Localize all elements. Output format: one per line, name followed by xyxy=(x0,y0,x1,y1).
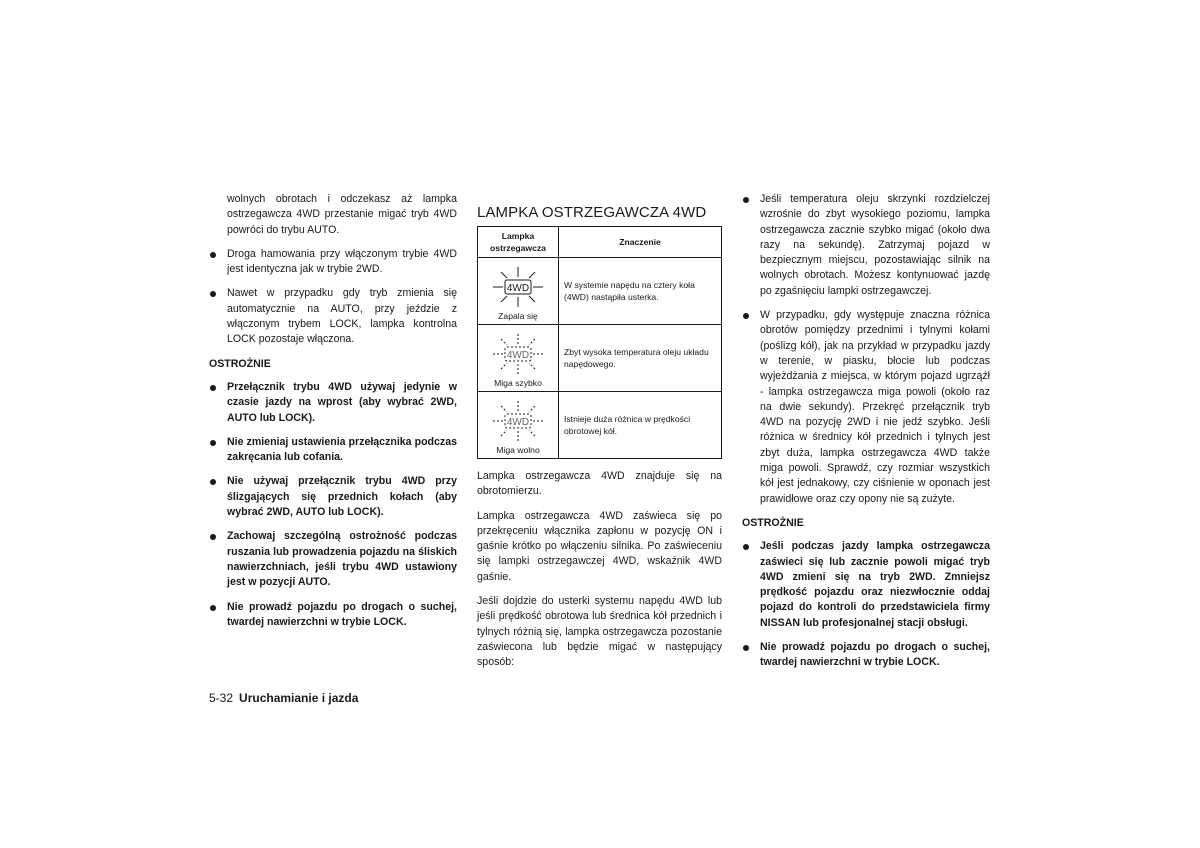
list-item-text: Jeśli temperatura oleju skrzynki rozdzielczej wzrośnie do zbyt wysokiego poziomu, lampka ostrzegawcza zacznie szybko migać (około dwa razy na sekundę). Zatrzymaj pojazd w bezpiecznym miejscu, pozostawiając silnik na wolnych obrotach. Możesz kontynuować jazdę po zgaśnięciu lampki ostrzegawczej. xyxy=(760,193,990,297)
table-row xyxy=(478,392,722,459)
left-column xyxy=(209,192,457,639)
4wd-lamp-slow-blink-icon xyxy=(489,400,547,442)
body-paragraph: Lampka ostrzegawcza 4WD znajduje się na obrotomierzu. xyxy=(477,470,722,498)
lamp-icon-label: 4WD xyxy=(506,283,530,294)
section-title: LAMPKA OSTRZEGAWCZA 4WD xyxy=(477,204,707,221)
bullet-icon xyxy=(743,645,749,651)
list-item xyxy=(209,435,457,466)
lamp-caption: Zapala się xyxy=(498,311,538,321)
lamp-caption: Miga wolno xyxy=(496,445,540,455)
meaning-cell: Zbyt wysoka temperatura oleju układu napędowego. xyxy=(559,325,722,392)
list-item xyxy=(209,529,457,590)
meaning-cell: Istnieje duża różnica w prędkości obrotowej kół. xyxy=(559,392,722,459)
list-item xyxy=(209,286,457,347)
list-item xyxy=(209,247,457,278)
bullet-icon xyxy=(210,605,216,611)
body-paragraph: Lampka ostrzegawcza 4WD zaświeca się po przekręceniu włącznika zapłonu w pozycję ON i gaśnie krótko po włączeniu silnika. Po zaświeceniu się lampki ostrzegawczej 4WD, wskaźnik 4WD gaśnie. xyxy=(477,509,722,583)
list-item-text: Jeśli podczas jazdy lampka ostrzegawcza zaświeci się lub zacznie powoli migać tryb 4WD zmieni się na tryb 2WD. Zmniejsz prędkość pojazdu oraz niezwłocznie oddaj pojazd do kontroli do przedstawiciela firmy NISSAN lub profesjonalnej stacji obsługi. xyxy=(760,540,990,629)
bullet-icon xyxy=(743,197,749,203)
caution-bullet-list xyxy=(742,539,990,670)
header-meaning: Znaczenie xyxy=(559,227,722,258)
table-header-row xyxy=(478,227,722,258)
page-number: 5-32 xyxy=(209,691,234,705)
lamp-icon-label: 4WD xyxy=(506,417,530,428)
middle-column xyxy=(477,192,722,680)
list-item-text: Droga hamowania przy włączonym trybie 4WD jest identyczna jak w trybie 2WD. xyxy=(227,247,457,276)
list-item-text: Nie prowadź pojazdu po drogach o suchej, twardej nawierzchni w trybie LOCK. xyxy=(227,600,457,628)
bullet-icon xyxy=(210,385,216,391)
list-item-text: Nie zmieniaj ustawienia przełącznika podczas zakręcania lub cofania. xyxy=(227,435,457,464)
list-item xyxy=(209,474,457,520)
bullet-icon xyxy=(743,544,749,550)
header-lamp: Lampka ostrzegawcza xyxy=(478,227,559,258)
section-name: Uruchamianie i jazda xyxy=(239,691,359,705)
list-item xyxy=(209,600,457,631)
bullet-icon xyxy=(210,534,216,540)
bullet-icon xyxy=(210,479,216,485)
bullet-icon xyxy=(743,313,749,319)
list-item-text: Nawet w przypadku gdy tryb zmienia się automatycznie na AUTO, przy jeździe z włączonym trybem LOCK, lampka kontrolna LOCK pozostaje włączona. xyxy=(227,287,457,346)
body-paragraph: Jeśli dojdzie do usterki systemu napędu 4WD lub jeśli prędkość obrotowa lub średnica kół przednich i tylnych różnią się, lampka ostrzegawcza pozostanie zaświecona lub będzie migać w następujący sposób: xyxy=(477,595,722,669)
lamp-cell xyxy=(478,258,559,325)
info-bullet-list xyxy=(742,192,990,507)
lamp-caption: Miga szybko xyxy=(494,378,542,388)
bullet-icon xyxy=(210,440,216,446)
table-row xyxy=(478,325,722,392)
caution-heading: OSTROŻNIE xyxy=(209,357,271,370)
bullet-icon xyxy=(210,252,216,258)
info-bullet-list xyxy=(209,247,457,348)
caution-heading: OSTROŻNIE xyxy=(742,516,804,529)
list-item xyxy=(209,380,457,426)
lamp-cell xyxy=(478,392,559,459)
list-item xyxy=(742,192,990,299)
list-item-text: Nie używaj przełącznik trybu 4WD przy ślizgających się przednich kołach (aby wybrać 2WD, AUTO lub LOCK). xyxy=(227,475,457,519)
table-row xyxy=(478,258,722,325)
list-item-text: Nie prowadź pojazdu po drogach o suchej, twardej nawierzchni w trybie LOCK. xyxy=(760,641,990,669)
warning-lamp-table xyxy=(477,226,722,459)
list-item xyxy=(742,640,990,671)
right-column xyxy=(742,192,990,680)
list-item-text: Zachowaj szczególną ostrożność podczas ruszania lub prowadzenia pojazdu na śliskich nawierzchniach, jeśli trybu 4WD ustawiony jest w pozycji AUTO. xyxy=(227,530,457,589)
meaning-cell: W systemie napędu na cztery koła (4WD) nastąpiła usterka. xyxy=(559,258,722,325)
list-item-text: W przypadku, gdy występuje znaczna różnica obrotów pomiędzy przednimi i tylnymi kołami (poślizg kół), jak na przykład w przypadku jazdy w terenie, w piasku, błocie lub podczas wyjeżdżania z miejsca, w którym pojazd ugrząźł - lampka ostrzegawcza miga powoli (około raz na dwie sekundy). Przekręć przełącznik tryb 4WD na pozycję 2WD i nie jedź szybko. Jeśli różnica w średnicy kół przednich i tylnych jest zbyt duża, lampka ostrzegawcza 4WD także miga powoli. Sprawdź, czy rozmiar wszystkich kół jest jednakowy, czy ciśnienie w oponach jest prawidłowe oraz czy opony nie są zużyte. xyxy=(760,309,990,505)
continued-paragraph: wolnych obrotach i odczekasz aż lampka ostrzegawcza 4WD przestanie migać tryb 4WD powróci do trybu AUTO. xyxy=(227,193,457,236)
bullet-icon xyxy=(210,291,216,297)
caution-bullet-list xyxy=(209,380,457,630)
4wd-lamp-fast-blink-icon xyxy=(489,333,547,375)
page-footer xyxy=(209,690,358,706)
list-item xyxy=(742,308,990,507)
4wd-lamp-lit-icon xyxy=(489,266,547,308)
list-item-text: Przełącznik trybu 4WD używaj jedynie w czasie jazdy na wprost (aby wybrać 2WD, AUTO lub LOCK). xyxy=(227,380,457,424)
lamp-cell xyxy=(478,325,559,392)
lamp-icon-label: 4WD xyxy=(506,350,530,361)
list-item xyxy=(742,539,990,631)
